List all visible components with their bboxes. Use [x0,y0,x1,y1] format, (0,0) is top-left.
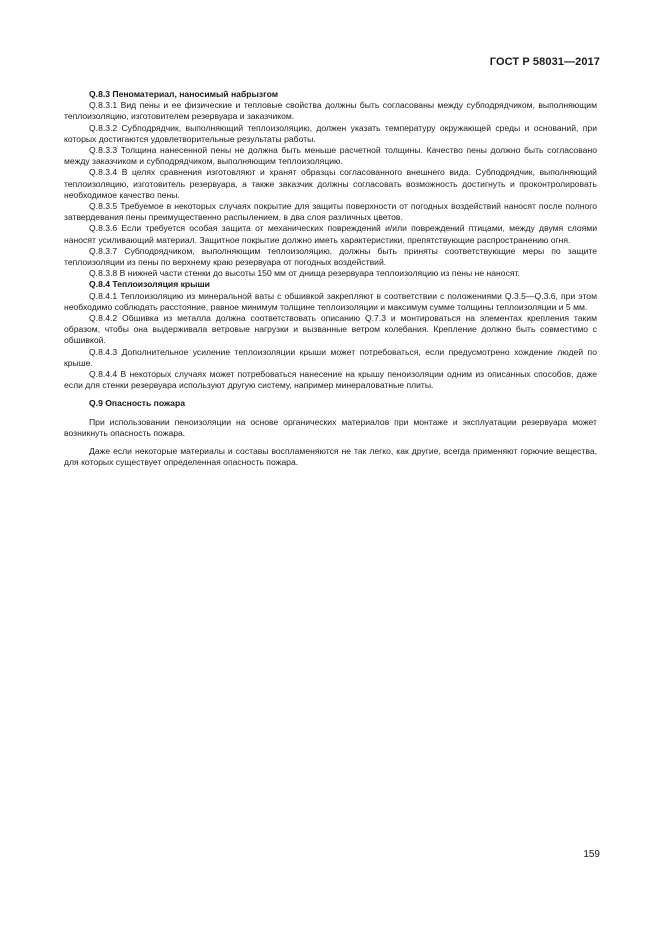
section-heading: Q.8.4 Теплоизоляция крыши [89,279,210,290]
spacer [64,391,597,398]
paragraph: Q.8.4.2 Обшивка из металла должна соответствовать описанию Q.7.3 и монтироваться на элементах крепления таким образом, чтобы она выдерживала ветровые нагрузки и вызванные ветром колебания. Крепление должно быть совместимо с обшивкой. [64,313,597,346]
paragraph: Q.8.3.8 В нижней части стенки до высоты 150 мм от днища резервуара теплоизоляцию из пены не наносят. [89,268,520,279]
document-id-header: ГОСТ Р 58031—2017 [489,56,600,68]
paragraph: Даже если некоторые материалы и составы воспламеняются не так легко, как другие, всегда применяют горючие вещества, для которых существует определенная опасность пожара. [64,446,597,468]
paragraph: Q.8.3.2 Субподрядчик, выполняющий теплоизоляцию, должен указать температуру окружающей среды и оснований, при которых достигаются удовлетворительные результаты работы. [64,122,597,144]
paragraph: Q.8.4.3 Дополнительное усиление теплоизоляции крыши может потребоваться, если предусмотрено хождение людей по крыше. [64,346,597,368]
paragraph: Q.8.3.3 Толщина нанесенной пены не должна быть меньше расчетной толщины. Качество пены должно быть согласовано между заказчиком и субподрядчиком, выполняющим теплоизоляцию. [64,145,597,167]
paragraph: Q.8.3.1 Вид пены и ее физические и тепловые свойства должны быть согласованы между субподрядчиком, выполняющим теплоизоляцию, изготовителем резервуара и заказчиком. [64,100,597,122]
paragraph: Q.8.3.4 В целях сравнения изготовляют и хранят образцы согласованного внешнего вида. Субподрядчик, выполняющий теплоизоляцию, изготовитель резервуара, а также заказчик должны согласовать возможность достигнуть и проконтролировать необходимое качество пены. [64,167,597,200]
paragraph: Q.8.4.1 Теплоизоляцию из минеральной ваты с обшивкой закрепляют в соответствии с положениями Q.3.5—Q.3.6, при этом необходимо соблюдать расстояние, равное минимум толщине теплоизоляции и максимум сумме толщины теплоизоляции и 5 мм. [64,290,597,312]
spacer [64,439,597,446]
paragraph: Q.8.4.4 В некоторых случаях может потребоваться нанесение на крышу пеноизоляции одним из описанных способов, даже если для стенки резервуара используют другую систему, например минераловатные плиты. [64,369,597,391]
document-body [64,89,597,469]
paragraph: Q.8.3.7 Субподрядчиком, выполняющим теплоизоляцию, должны быть приняты соответствующие меры по защите теплоизоляции из пены по верхнему краю резервуара от погодных воздействий. [64,245,597,268]
section-heading: Q.9 Опасность пожара [89,398,185,409]
page-number: 159 [583,849,600,860]
section-heading: Q.8.3 Пеноматериал, наносимый набрызгом [89,89,279,99]
paragraph: Q.8.3.6 Если требуется особая защита от механических повреждений и/или повреждений птицами, между двумя слоями наносят усиливающий материал. Защитное покрытие должно иметь характеристики, препятствующие распространению огня. [64,223,597,245]
spacer [64,410,597,417]
paragraph: При использовании пеноизоляции на основе органических материалов при монтаже и эксплуатации резервуара может возникнуть опасность пожара. [64,416,597,438]
paragraph: Q.8.3.5 Требуемое в некоторых случаях покрытие для защиты поверхности от погодных воздействий наносят после полного затвердевания пены преимущественно распылением, в два слоя различных цветов. [64,201,597,223]
